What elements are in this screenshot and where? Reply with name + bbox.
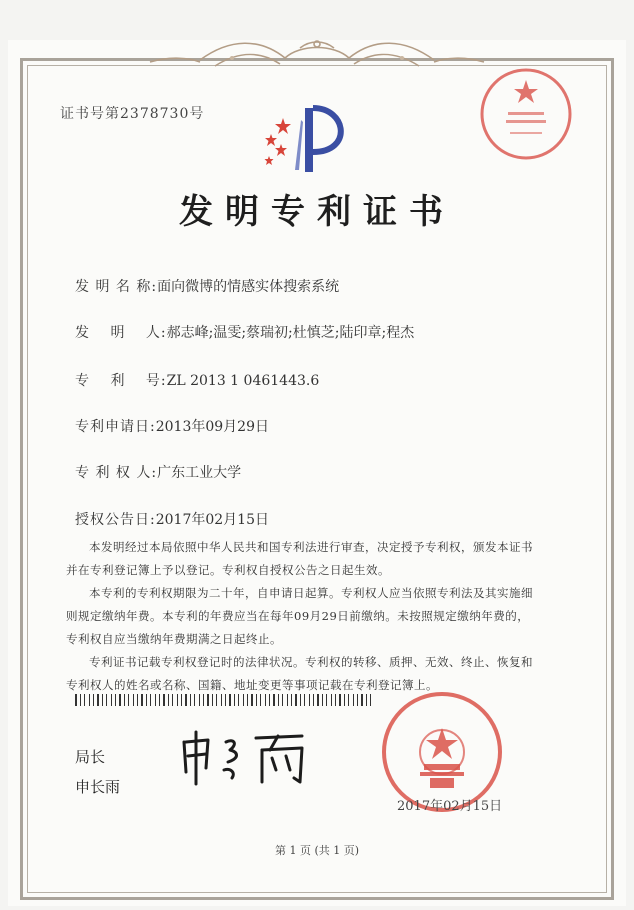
- handwritten-signature-icon: [178, 728, 318, 788]
- field-value: 广东工业大学: [157, 465, 242, 481]
- field-label: 专利申请日:: [75, 419, 156, 435]
- field-grant-date: [75, 509, 269, 529]
- body-paragraph: 本专利的专利权期限为二十年，自申请日起算。专利权人应当依照专利法及其实施细则规定缴纳年费。本专利的年费应当在每年09月29日前缴纳。未按照规定缴纳年费的，专利权自应当缴纳年费期满之日起终止。: [66, 586, 533, 646]
- field-label: 专 利 权 人:: [75, 465, 158, 481]
- body-paragraph: 本发明经过本局依照中华人民共和国专利法进行审查，决定授予专利权，颁发本证书并在专利登记簿上予以登记。专利权自授权公告之日起生效。: [66, 540, 533, 577]
- field-label: 专 利 号:: [75, 373, 167, 389]
- field-value: 面向微博的情感实体搜索系统: [157, 279, 340, 295]
- field-patentee: [75, 462, 241, 482]
- field-label: 发 明 人:: [75, 325, 167, 341]
- patent-office-emblem-icon: [255, 100, 365, 180]
- field-value: 郝志峰;温雯;蔡瑞初;杜慎芝;陆印章;程杰: [166, 325, 415, 341]
- field-label: 授权公告日:: [75, 512, 156, 528]
- body-paragraph: 专利证书记载专利权登记时的法律状况。专利权的转移、质押、无效、终止、恢复和专利权人的姓名或名称、国籍、地址变更等事项记载在专利登记簿上。: [66, 655, 533, 692]
- field-value: 2013年09月29日: [155, 419, 269, 435]
- field-value: 2017年02月15日: [155, 512, 269, 528]
- field-inventors: [75, 322, 414, 342]
- field-application-date: [75, 416, 269, 436]
- field-invention-name: [75, 276, 339, 296]
- certificate-title: 发明专利证书: [179, 192, 455, 232]
- certificate-number: 证书号第2378730号: [60, 106, 205, 122]
- barcode-icon: [75, 694, 375, 706]
- certificate-body: [66, 536, 540, 697]
- page-number: 第 1 页 (共 1 页): [274, 844, 360, 857]
- seal-date: 2017年02月15日: [397, 799, 503, 814]
- signatory-title: 局长: [75, 748, 106, 766]
- signatory-block: [75, 742, 120, 802]
- field-label: 发 明 名 称:: [75, 279, 158, 295]
- tax-bureau-seal-icon: [478, 66, 574, 162]
- field-patent-number: [75, 370, 319, 390]
- field-value: ZL 2013 1 0461443.6: [166, 373, 320, 389]
- signatory-name: 申长雨: [75, 778, 121, 796]
